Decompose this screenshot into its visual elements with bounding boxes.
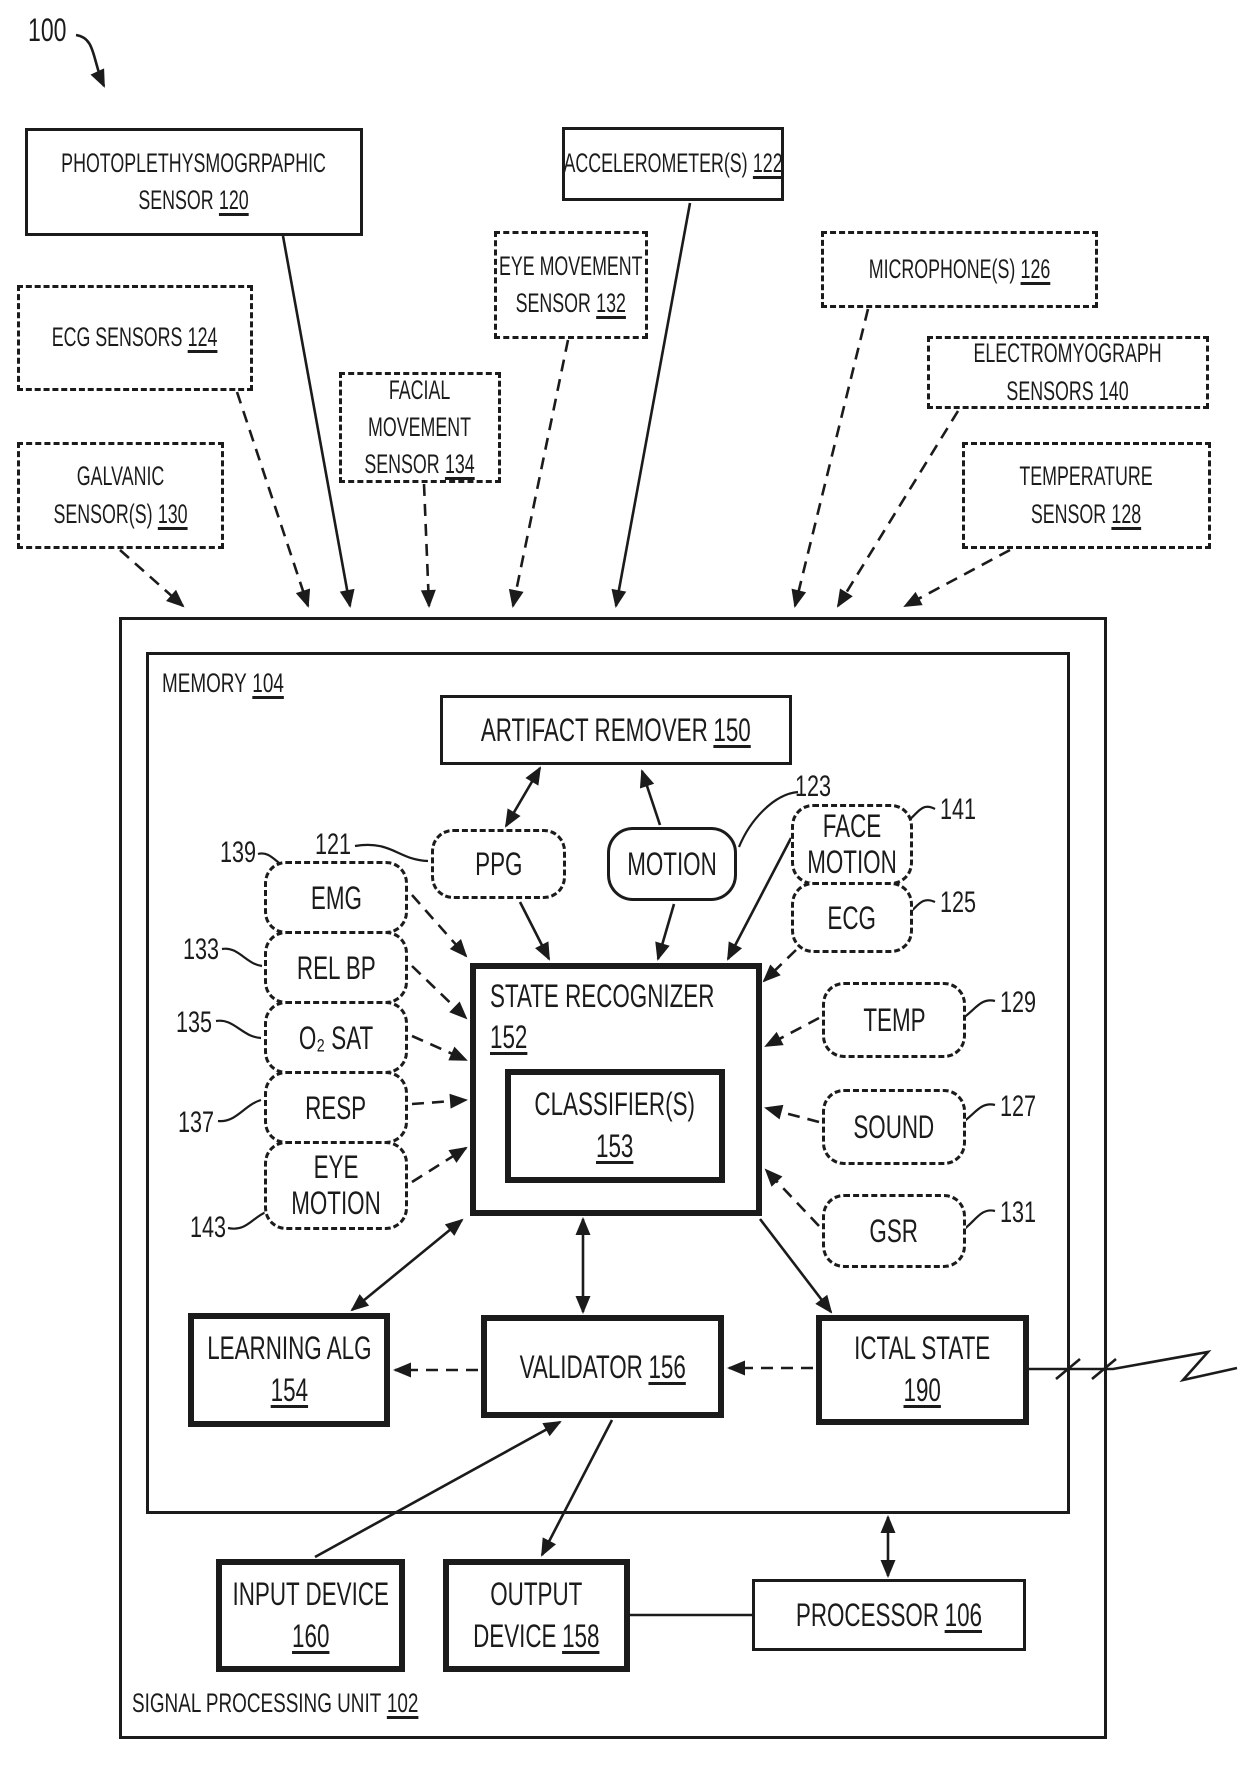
leader-143 [228,1212,266,1229]
artifact-label [481,710,751,750]
ref-123 [795,770,831,804]
ecg-signal-box [791,882,913,953]
output-device-box [443,1559,630,1672]
ref-135 [176,1006,212,1040]
memory-label [162,668,284,699]
artifact-remover-box [440,695,792,765]
accelerometer-box [562,127,784,201]
ref-123-text: 123 [795,770,832,803]
o2-sat-label: O₂ SAT [298,1019,374,1056]
gsr-label: GSR [869,1213,919,1249]
arrow-microphone-to-unit [795,309,868,606]
face-motion-l2: MOTION [807,843,897,880]
leader-137 [218,1100,261,1121]
arrow-motion-to-artifact [642,771,660,825]
o2-sat-signal-box [264,1001,408,1074]
microphone-box [821,231,1098,308]
galvanic-l2: SENSOR(S) [53,498,153,529]
memory-label-text: MEMORY [162,668,247,698]
state-recognizer-num: 152 [490,1018,528,1055]
galvanic-l1: GALVANIC [76,461,165,492]
motion-label: MOTION [627,846,717,882]
state-recognizer-label [490,976,714,1058]
emg-signal-box [264,861,408,934]
accel-num: 122 [752,148,783,179]
learning-l1: LEARNING ALG [206,1330,372,1367]
figure-ref [28,12,66,49]
ref-125-text: 125 [940,886,977,919]
learning-num: 154 [270,1372,308,1408]
facial-label [365,372,475,484]
leader-141 [909,807,935,820]
temperature-l1: TEMPERATURE [1019,461,1154,492]
state-recognizer-l1: STATE RECOGNIZER [490,978,715,1014]
microphone-num: 126 [1020,253,1051,284]
processor-num: 106 [944,1597,983,1633]
eye-motion-l1: EYE [313,1149,359,1186]
temp-signal-label: TEMP [862,1002,926,1038]
ref-135-text: 135 [176,1006,213,1039]
photoplethysmographic-sensor-box [25,128,363,236]
leader-133 [222,949,262,966]
ref-139 [220,836,256,870]
arrow-input-to-validator [315,1422,560,1557]
temperature-num: 128 [1111,498,1142,529]
eye-movement-l1: EYE MOVEMENT [499,250,643,281]
microphone-l1: MICROPHONE(S) [868,253,1016,284]
ppg-signal-box [431,829,566,899]
arrow-motion-to-state [658,904,674,959]
arrow-ecg-sensors-to-unit [237,392,308,606]
ecg-sensors-l1: ECG SENSORS [52,322,183,353]
electromyograph-label [974,335,1162,410]
ref-133 [183,933,219,967]
validator-box [481,1315,724,1418]
artifact-num: 150 [713,712,751,748]
photo-l1: PHOTOPLETHYSMOGRPAPHIC [61,147,327,178]
input-l1: INPUT DEVICE [232,1575,389,1612]
arrow-sound-to-state [766,1108,819,1122]
spu-label-text: SIGNAL PROCESSING UNIT [132,1688,382,1718]
figure-ref-arrow [76,35,104,86]
facial-l1: FACIAL [389,374,451,405]
processor-box [752,1579,1026,1651]
emg-signal-label: EMG [310,879,362,916]
arrow-facemotion-to-state [728,838,791,959]
memory-num: 104 [252,668,284,698]
arrow-eye-movement-to-unit [513,340,568,606]
ecg-sensors-label [52,319,218,356]
ecg-signal-label: ECG [827,899,877,936]
photo-label [62,145,327,220]
facial-num: 134 [445,449,476,480]
eye-movement-num: 132 [596,288,627,318]
electromyograph-l2: SENSORS [1006,375,1095,406]
ref-121-text: 121 [315,828,352,861]
sound-signal-box [822,1089,966,1165]
ref-133-text: 133 [183,933,220,966]
arrow-galvanic-to-unit [120,550,183,606]
face-motion-signal-box [791,804,913,885]
ecg-sensors-num: 124 [188,322,218,353]
ref-143 [190,1211,226,1245]
electromyograph-num: 140 [1099,375,1130,406]
figure-ref-text: 100 [28,12,67,48]
microphone-label [869,251,1051,288]
leader-135 [216,1021,261,1038]
gsr-signal-box [822,1194,966,1268]
eye-movement-sensor-box [494,231,648,339]
rel-bp-label: REL BP [296,949,376,986]
input-device-box [216,1559,405,1672]
ref-137-text: 137 [178,1106,215,1139]
face-motion-l1: FACE [822,808,882,845]
signal-processing-unit-label [132,1688,418,1719]
arrow-eyemotion-to-state [412,1148,466,1182]
temperature-l2: SENSOR [1031,498,1107,529]
photo-l2: SENSOR [138,185,215,215]
accel-l1: ACCELEROMETER(S) [563,148,748,179]
motion-signal-box [607,827,737,901]
facial-movement-sensor-box [339,372,501,483]
arrow-relbp-to-state [412,966,466,1018]
arrow-facial-to-unit [424,484,429,606]
classifier-box [505,1069,725,1183]
artifact-l1: ARTIFACT REMOVER [481,712,708,748]
eye-movement-l2: SENSOR [515,288,592,318]
eye-movement-label [499,248,643,323]
sound-label: SOUND [853,1109,935,1145]
ref-139-text: 139 [220,836,257,869]
galvanic-sensor-box [17,442,224,549]
ref-129 [1000,986,1036,1020]
spu-num: 102 [386,1688,419,1718]
photo-num: 120 [219,185,250,215]
resp-signal-box [264,1071,408,1144]
eye-motion-signal-box [264,1141,408,1230]
ref-125 [940,886,976,920]
arrow-artifact-ppg [506,768,540,826]
arrow-resp-to-state [412,1100,466,1104]
arrow-ecg-signal-to-state [764,950,796,981]
input-num: 160 [291,1617,330,1654]
arrow-o2sat-to-state [412,1036,466,1060]
classifier-num: 153 [596,1128,634,1164]
galvanic-label [53,458,187,533]
ref-129-text: 129 [1000,986,1037,1019]
arrow-ppg-to-state [520,902,549,959]
arrow-validator-to-output [542,1420,612,1555]
facial-l2: MOVEMENT [368,411,472,442]
arrow-temp-signal-to-state [766,1018,819,1046]
ref-137 [178,1106,214,1140]
validator-num: 156 [648,1348,686,1385]
eye-motion-l2: MOTION [291,1184,381,1221]
arrow-emg-signal-to-state [412,895,466,956]
ref-127 [1000,1090,1036,1124]
ppg-label: PPG [474,846,523,882]
validator-l1: VALIDATOR [519,1348,643,1385]
ecg-sensors-box [17,285,253,391]
rel-bp-signal-box [264,931,408,1004]
ref-131-text: 131 [1000,1196,1037,1229]
temperature-label [1020,458,1153,533]
leader-121 [355,845,428,861]
arrow-gsr-to-state [766,1170,819,1226]
ictal-state-box [816,1315,1029,1425]
classifier-l1: CLASSIFIER(S) [534,1086,696,1123]
temp-signal-box [822,982,966,1058]
arrow-temperature-to-unit [905,550,1010,606]
output-l2: DEVICE [473,1617,557,1654]
facial-l3: SENSOR [364,449,441,480]
galvanic-num: 130 [157,498,188,529]
ref-141 [940,793,976,827]
temperature-sensor-box [962,442,1211,549]
arrow-state-learning [352,1220,462,1310]
ref-141-text: 141 [940,793,977,826]
ref-127-text: 127 [1000,1090,1037,1123]
resp-label: RESP [305,1089,367,1126]
arrow-electromyograph-to-unit [838,411,958,606]
processor-l1: PROCESSOR [795,1597,940,1633]
ref-131 [1000,1196,1036,1230]
output-num: 158 [562,1617,600,1654]
output-l1: OUTPUT [490,1575,583,1612]
arrow-state-to-ictal [760,1219,831,1312]
ictal-l1: ICTAL STATE [854,1330,991,1367]
accel-label [563,145,782,182]
electromyograph-sensors-box [927,336,1209,409]
learning-alg-box [188,1313,390,1427]
electromyograph-l1: ELECTROMYOGRAPH [973,338,1163,369]
ref-121 [315,828,351,862]
ref-143-text: 143 [190,1211,227,1244]
ictal-num: 190 [903,1372,942,1408]
